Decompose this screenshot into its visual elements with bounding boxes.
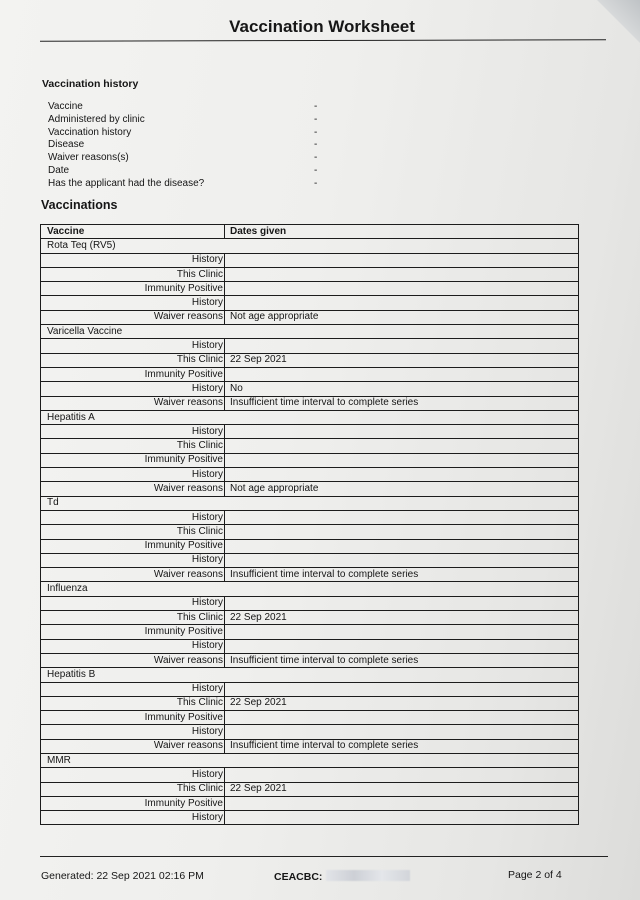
page-number: Page 2 of 4 [508, 869, 562, 881]
row-value [225, 253, 579, 267]
history-row [48, 139, 318, 152]
history-row [48, 127, 318, 140]
row-label: History [41, 253, 225, 267]
col-dates-header: Dates given [225, 225, 579, 239]
table-row [41, 482, 579, 496]
table-row [41, 310, 579, 324]
row-label: Waiver reasons [41, 739, 225, 753]
vaccine-name: Varicella Vaccine [41, 325, 579, 339]
row-label: Waiver reasons [41, 396, 225, 410]
row-label: Immunity Positive [41, 711, 225, 725]
vaccine-group-row [41, 753, 579, 767]
history-heading: Vaccination history [42, 78, 139, 90]
vaccine-name: Hepatitis B [41, 668, 579, 682]
table-row [41, 253, 579, 267]
vaccine-name: Rota Teq (RV5) [41, 239, 579, 253]
row-label: History [41, 725, 225, 739]
vaccine-group-row [41, 668, 579, 682]
page-title-text: Vaccination Worksheet [229, 17, 415, 36]
table-row [41, 682, 579, 696]
table-row [41, 811, 579, 825]
table-row [41, 596, 579, 610]
row-label: History [41, 682, 225, 696]
row-label: Immunity Positive [41, 453, 225, 467]
row-value [225, 596, 579, 610]
row-value [225, 439, 579, 453]
row-value: 22 Sep 2021 [225, 696, 579, 710]
history-row [48, 178, 318, 191]
history-value: - [314, 101, 318, 112]
table-row [41, 396, 579, 410]
row-value: Not age appropriate [225, 310, 579, 324]
row-label: This Clinic [41, 353, 225, 367]
table-row [41, 782, 579, 796]
row-label: History [41, 510, 225, 524]
table-row [41, 768, 579, 782]
row-label: This Clinic [41, 267, 225, 281]
row-label: Waiver reasons [41, 653, 225, 667]
row-value [225, 639, 579, 653]
ceac-label: CEACBC: [274, 871, 323, 883]
row-value [225, 468, 579, 482]
vaccine-group-row [41, 239, 579, 253]
vaccine-name: MMR [41, 753, 579, 767]
row-value: 22 Sep 2021 [225, 782, 579, 796]
table-row [41, 453, 579, 467]
history-label: Has the applicant had the disease? [48, 177, 205, 189]
row-label: Immunity Positive [41, 625, 225, 639]
row-label: Waiver reasons [41, 310, 225, 324]
vaccine-name: Hepatitis A [41, 410, 579, 424]
row-value: Insufficient time interval to complete series [225, 396, 579, 410]
table-row [41, 510, 579, 524]
history-row [48, 165, 318, 178]
history-list [48, 101, 318, 191]
row-value [225, 796, 579, 810]
row-label: This Clinic [41, 439, 225, 453]
table-row [41, 796, 579, 810]
row-label: Immunity Positive [41, 539, 225, 553]
vaccine-name: Td [41, 496, 579, 510]
history-value: - [314, 126, 318, 138]
row-value [225, 525, 579, 539]
row-label: History [41, 596, 225, 610]
title-divider [40, 39, 606, 41]
row-value: Insufficient time interval to complete series [225, 739, 579, 753]
row-value [225, 682, 579, 696]
row-label: Waiver reasons [41, 568, 225, 582]
row-label: History [41, 339, 225, 353]
row-label: This Clinic [41, 611, 225, 625]
vaccine-group-row [41, 496, 579, 510]
table-row [41, 525, 579, 539]
history-label: Administered by clinic [48, 113, 145, 125]
row-label: History [41, 296, 225, 310]
table-row [41, 339, 579, 353]
row-value [225, 282, 579, 296]
table-row [41, 439, 579, 453]
redacted-case-number [326, 870, 410, 881]
row-label: This Clinic [41, 782, 225, 796]
history-value: - [314, 152, 318, 164]
col-vaccine-header: Vaccine [41, 225, 225, 239]
row-value [225, 339, 579, 353]
vaccinations-table [40, 224, 579, 825]
table-row [41, 553, 579, 567]
table-row [41, 425, 579, 439]
row-label: Immunity Positive [41, 282, 225, 296]
table-row [41, 267, 579, 281]
row-value [225, 725, 579, 739]
generated-timestamp: Generated: 22 Sep 2021 02:16 PM [41, 870, 204, 882]
table-row [41, 639, 579, 653]
row-label: History [41, 639, 225, 653]
row-value: 22 Sep 2021 [225, 353, 579, 367]
row-label: History [41, 768, 225, 782]
vaccinations-heading: Vaccinations [41, 198, 118, 212]
row-value [225, 625, 579, 639]
row-value [225, 768, 579, 782]
vaccine-group-row [41, 410, 579, 424]
table-row [41, 696, 579, 710]
row-label: History [41, 811, 225, 825]
vaccine-name: Influenza [41, 582, 579, 596]
table-row [41, 739, 579, 753]
row-value [225, 296, 579, 310]
row-value [225, 539, 579, 553]
table-row [41, 725, 579, 739]
row-value: Not age appropriate [225, 482, 579, 496]
row-label: This Clinic [41, 525, 225, 539]
history-value: - [314, 164, 318, 176]
table-row [41, 539, 579, 553]
page-title [0, 17, 640, 37]
table-row [41, 653, 579, 667]
row-label: History [41, 553, 225, 567]
table-row [41, 568, 579, 582]
table-header-row [41, 225, 579, 239]
history-label: Vaccine [48, 101, 83, 112]
history-row [48, 101, 318, 114]
row-value [225, 367, 579, 381]
row-value: Insufficient time interval to complete series [225, 568, 579, 582]
table-row [41, 382, 579, 396]
vaccine-group-row [41, 325, 579, 339]
history-value: - [314, 113, 318, 125]
row-value: 22 Sep 2021 [225, 611, 579, 625]
row-value: Insufficient time interval to complete series [225, 653, 579, 667]
row-label: Immunity Positive [41, 367, 225, 381]
row-value [225, 425, 579, 439]
footer-divider [40, 856, 608, 857]
history-row [48, 152, 318, 165]
row-label: History [41, 468, 225, 482]
row-value [225, 453, 579, 467]
table-row [41, 711, 579, 725]
row-value: No [225, 382, 579, 396]
row-label: History [41, 382, 225, 396]
row-value [225, 510, 579, 524]
ceac-barcode-label [274, 870, 410, 883]
vaccine-group-row [41, 582, 579, 596]
table-row [41, 625, 579, 639]
row-value [225, 553, 579, 567]
history-label: Waiver reasons(s) [48, 152, 129, 164]
table-row [41, 611, 579, 625]
table-row [41, 282, 579, 296]
row-label: Immunity Positive [41, 796, 225, 810]
table-row [41, 296, 579, 310]
history-label: Disease [48, 139, 85, 151]
row-value [225, 267, 579, 281]
table-row [41, 468, 579, 482]
history-value: - [314, 177, 318, 189]
table-row [41, 367, 579, 381]
history-value: - [314, 139, 318, 151]
row-label: History [41, 425, 225, 439]
table-row [41, 353, 579, 367]
history-label: Date [48, 164, 70, 176]
history-label: Vaccination history [48, 126, 132, 138]
history-row [48, 114, 318, 127]
row-label: This Clinic [41, 696, 225, 710]
row-value [225, 711, 579, 725]
row-label: Waiver reasons [41, 482, 225, 496]
row-value [225, 811, 579, 825]
